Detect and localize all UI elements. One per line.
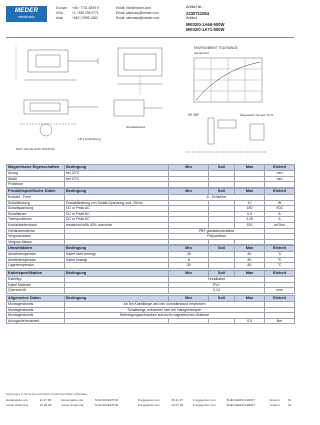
table-row: Schaltleistung Kontaktleistung von Schalt-Spannung und -Strom 10 W: [7, 200, 295, 206]
dim-note: ENVIRONMENT TOLERANCE: [194, 46, 238, 50]
table-header: Kabelspezifikation Bedingung Min Soll Max Einheit: [7, 271, 295, 277]
table-row: Schaltspannung DC or Peak AC 180 VDC: [7, 206, 295, 212]
table-row: Arbeitstemperatur Kabel nicht bewegt -30 80 °C: [7, 252, 295, 258]
footer-row: Herausgabe am: 11.07.06 Herausgabe von: SCHURREKTNIK Freigegeben am: 06.11.07 Freigegeben von: BUECHERSCHMIDT Version: 01: [6, 398, 292, 402]
table-row: Arbeitstemperatur Kabel bewegt -5 80 °C: [7, 257, 295, 263]
table-environment: [6, 245, 295, 269]
small-note: Schaltabstand: [126, 125, 146, 129]
contact-block: [56, 6, 184, 22]
right-note: Magnetisch Sensor 70 %: [240, 113, 274, 117]
table-row: Vergussmasse Polyurethan: [7, 234, 295, 240]
table-row: Transportstrom DC or Peak AC 1,25 A: [7, 217, 295, 223]
email-link[interactable]: info@meder.com: [126, 6, 151, 10]
table-row: Montagehinweis Befestigungsschrauben aus nicht magnetischem Material: [7, 313, 295, 319]
table-row: Anzugsdrehmoment 0,5 Nm: [7, 318, 295, 324]
table-cable: [6, 270, 295, 294]
table-row: Anzug bei 20°C mm: [7, 171, 295, 177]
bottom-left-note: MAX VALUE AND TESTING: [16, 147, 55, 151]
article-block: Artikel Nr.: 2230711054 Artikel: MK02/0-1A66-500W MK02/0-1A71-500W: [186, 5, 294, 33]
table-row: Kabeltyp Rundkabel: [7, 277, 295, 283]
table-header: Allgemeine Daten Bedingung Min Soll Max Einheit: [7, 296, 295, 302]
table-general: [6, 295, 295, 324]
table-header: Umweltdaten Bedingung Min Soll Max Einheit: [7, 246, 295, 252]
table-row: Lagertemperatur -30 80 °C: [7, 263, 295, 269]
table-row: Querschnitt 0,14 mm²: [7, 288, 295, 294]
tolerance-note: toleranziert: [194, 51, 209, 55]
table-header: Produktspezifische Daten Bedingung Min Soll Max Einheit: [7, 189, 295, 195]
contact-row-europe: Europe: +49 / 7731 8399 0 Email: info@meder.com: [56, 6, 151, 10]
bottom-mid-note: LP 4 Ausführung: [78, 137, 101, 141]
technical-drawing: [6, 40, 294, 163]
logo-text: MEDER: [14, 7, 39, 14]
table-row: Schaltstrom DC or Peak AC 0,5 A: [7, 211, 295, 217]
disclaimer: Änderungen im Sinne des technischen Fortschritts bleiben vorbehalten.: [6, 393, 89, 396]
table-header: Magnetische Eigenschaften Bedingung Min Soll Max Einheit: [7, 165, 295, 171]
footer-row: Letzte Änderung: 13.06.08 Letzte Änderung: SCHURREKTNIK Freigegeben am: 13.07.09 Freigegeben von: BUECHERSCHMIDT Version: 01: [6, 402, 292, 407]
table-row: Kontaktwiderstand measured with 40% overdrive 150 mOhm: [7, 222, 295, 228]
table-product: [6, 188, 295, 245]
table-magnetic: [6, 164, 295, 188]
meder-logo: [6, 6, 47, 22]
email-link[interactable]: salesusa@meder.com: [126, 11, 159, 16]
table-row: Verguss Masse: [7, 239, 295, 245]
article-number: 2230711054: [186, 10, 210, 16]
article-name-1: MK02/0-1A66-500W: [186, 21, 225, 27]
footer: [6, 398, 294, 407]
drawing-svg: [6, 40, 294, 163]
table-row: Prüfstrom: [7, 182, 295, 188]
contact-row-asia: Asia: +852 / 2955 1682 Email: salesasia@meder.com: [56, 16, 160, 21]
contact-row-usa: USA: +1 / 508 295 0771 Email: salesusa@meder.com: [56, 11, 159, 16]
header-divider: [6, 37, 294, 38]
table-row: Montagehinweis Ab 5m Kabellänge wird ein Vorwiderstand empfohlen: [7, 302, 295, 308]
table-row: Abfall bei 20°C mm: [7, 176, 295, 182]
table-row: Montagehinweis Schaltwege reduzieren sich bei Halogenlampen: [7, 307, 295, 313]
table-row: Gehäusematerial PBT glasfaserverstärkt: [7, 228, 295, 234]
sensor-label: SE 06P: [188, 113, 199, 117]
article-name-2: MK02/0-1A71-500W: [186, 27, 225, 33]
table-row: Kabel Material PVC: [7, 282, 295, 288]
table-row: Kontakt - Form A - Schließer: [7, 195, 295, 201]
logo-subtext: electronic: [18, 15, 35, 19]
email-link[interactable]: salesasia@meder.com: [126, 16, 160, 21]
